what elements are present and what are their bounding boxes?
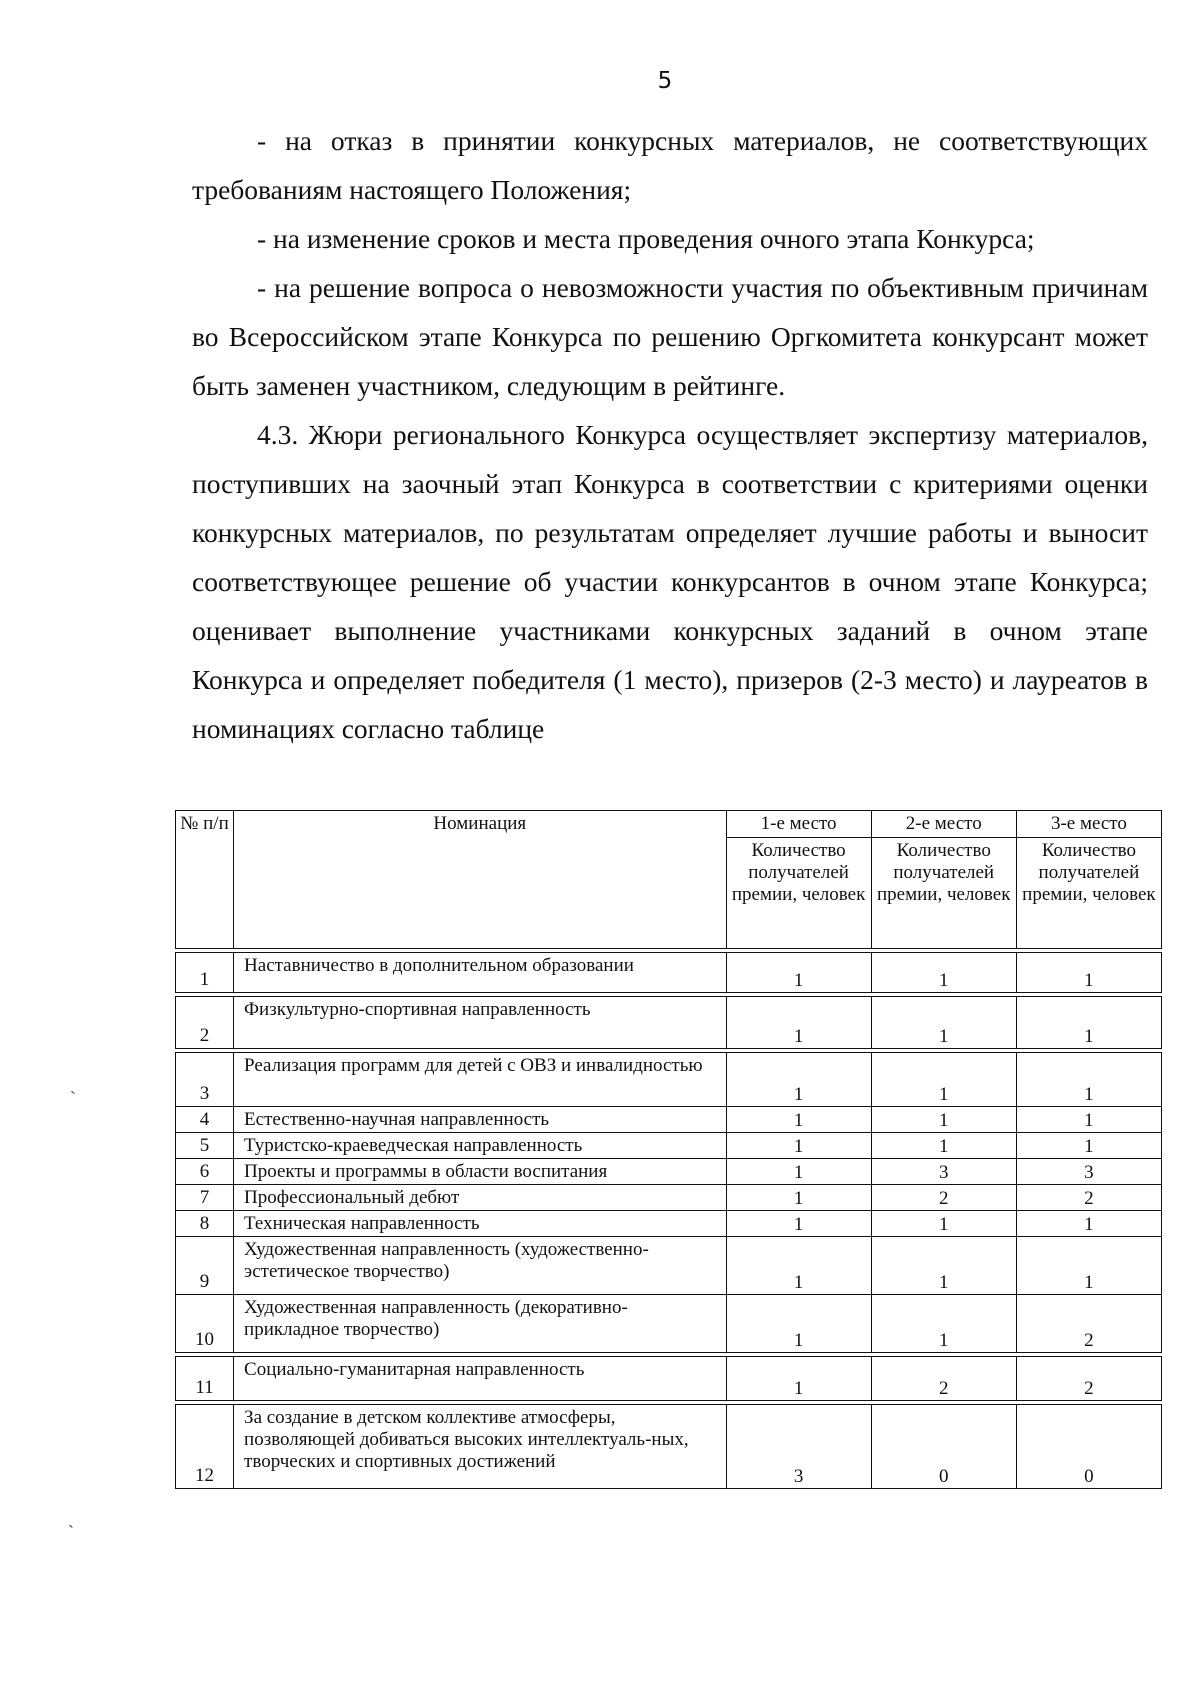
row-place-1-count: 1 bbox=[726, 953, 871, 993]
row-nomination: За создание в детском коллективе атмосферы, позволяющей добиваться высоких интеллектуаль-ных, творческих и спортивных достижений bbox=[234, 1405, 726, 1489]
row-nomination: Физкультурно-спортивная направленность bbox=[234, 997, 726, 1049]
table-row bbox=[176, 953, 1162, 993]
table-row bbox=[176, 1133, 1162, 1159]
row-place-3-count: 2 bbox=[1016, 1185, 1161, 1211]
paragraph-schedule-change: - на изменение сроков и места проведения очного этапа Конкурса; bbox=[257, 223, 1035, 254]
row-number: 11 bbox=[176, 1357, 234, 1401]
row-place-1-count: 1 bbox=[726, 1159, 871, 1185]
row-place-2-count: 1 bbox=[871, 997, 1016, 1049]
row-nomination: Естественно-научная направленность bbox=[234, 1107, 726, 1133]
row-number: 7 bbox=[176, 1185, 234, 1211]
row-place-1-count: 1 bbox=[726, 1185, 871, 1211]
body-text bbox=[192, 116, 1148, 753]
row-nomination: Профессиональный дебют bbox=[234, 1185, 726, 1211]
row-place-2-count: 1 bbox=[871, 1053, 1016, 1107]
row-number: 2 bbox=[176, 997, 234, 1049]
prize-table bbox=[175, 810, 1162, 1489]
row-nomination: Художественная направленность (художественно-эстетическое творчество) bbox=[234, 1237, 726, 1295]
row-number: 1 bbox=[176, 953, 234, 993]
header-num: № п/п bbox=[176, 811, 234, 949]
row-place-1-count: 1 bbox=[726, 1133, 871, 1159]
row-place-2-count: 1 bbox=[871, 1133, 1016, 1159]
row-nomination: Наставничество в дополнительном образовании bbox=[234, 953, 726, 993]
row-place-2-count: 1 bbox=[871, 1237, 1016, 1295]
row-place-3-count: 1 bbox=[1016, 997, 1161, 1049]
row-nomination: Художественная направленность (декоративно-прикладное творчество) bbox=[234, 1295, 726, 1353]
row-place-3-count: 1 bbox=[1016, 1237, 1161, 1295]
header-place-1: 1-е место bbox=[726, 811, 871, 838]
row-number: 8 bbox=[176, 1211, 234, 1237]
row-place-1-count: 1 bbox=[726, 1237, 871, 1295]
row-nomination: Техническая направленность bbox=[234, 1211, 726, 1237]
row-place-3-count: 1 bbox=[1016, 1211, 1161, 1237]
row-place-1-count: 1 bbox=[726, 997, 871, 1049]
row-place-2-count: 2 bbox=[871, 1185, 1016, 1211]
row-place-1-count: 1 bbox=[726, 1053, 871, 1107]
scan-mark: ˏ bbox=[70, 1074, 76, 1094]
row-number: 3 bbox=[176, 1053, 234, 1107]
table-row bbox=[176, 1107, 1162, 1133]
row-number: 5 bbox=[176, 1133, 234, 1159]
table-header bbox=[176, 811, 1162, 953]
table-row bbox=[176, 1295, 1162, 1353]
row-number: 10 bbox=[176, 1295, 234, 1353]
page-number: 5 bbox=[657, 68, 673, 94]
table-row bbox=[176, 1237, 1162, 1295]
header-recipients-1: Количество получателей премии, человек bbox=[726, 838, 871, 949]
table-row bbox=[176, 1357, 1162, 1401]
row-number: 6 bbox=[176, 1159, 234, 1185]
row-nomination: Проекты и программы в области воспитания bbox=[234, 1159, 726, 1185]
row-place-3-count: 2 bbox=[1016, 1295, 1161, 1353]
row-place-3-count: 2 bbox=[1016, 1357, 1161, 1401]
row-place-2-count: 1 bbox=[871, 953, 1016, 993]
row-nomination: Реализация программ для детей с ОВЗ и инвалидностью bbox=[234, 1053, 726, 1107]
row-place-3-count: 1 bbox=[1016, 953, 1161, 993]
row-place-2-count: 1 bbox=[871, 1211, 1016, 1237]
row-place-2-count: 3 bbox=[871, 1159, 1016, 1185]
table-row bbox=[176, 1053, 1162, 1107]
table-row bbox=[176, 1185, 1162, 1211]
row-place-3-count: 1 bbox=[1016, 1107, 1161, 1133]
row-place-1-count: 1 bbox=[726, 1211, 871, 1237]
paragraph-jury: 4.3. Жюри регионального Конкурса осуществляет экспертизу материалов, поступивших на заочный этап Конкурса в соответствии с критериями оценки конкурсных материалов, по результатам определяет лучшие работы и выносит соответствующее решение об участии конкурсантов в очном этапе Конкурса; оценивает выполнение участниками конкурсных заданий в очном этапе Конкурса и определяет победителя (1 место), призеров (2-3 место) и лауреатов в номинациях согласно таблице bbox=[192, 419, 1148, 744]
row-place-1-count: 1 bbox=[726, 1107, 871, 1133]
row-place-3-count: 0 bbox=[1016, 1405, 1161, 1489]
row-place-3-count: 1 bbox=[1016, 1053, 1161, 1107]
row-place-1-count: 3 bbox=[726, 1405, 871, 1489]
row-place-2-count: 2 bbox=[871, 1357, 1016, 1401]
row-place-3-count: 1 bbox=[1016, 1133, 1161, 1159]
paragraph-replacement: - на решение вопроса о невозможности участия по объективным причинам во Всероссийском этапе Конкурса по решению Оргкомитета конкурсант может быть заменен участником, следующим в рейтинге. bbox=[192, 272, 1148, 401]
table-row bbox=[176, 1159, 1162, 1185]
row-place-3-count: 3 bbox=[1016, 1159, 1161, 1185]
header-place-2: 2-е место bbox=[871, 811, 1016, 838]
table-row bbox=[176, 997, 1162, 1049]
row-number: 4 bbox=[176, 1107, 234, 1133]
row-nomination: Туристско-краеведческая направленность bbox=[234, 1133, 726, 1159]
row-number: 9 bbox=[176, 1237, 234, 1295]
row-place-1-count: 1 bbox=[726, 1295, 871, 1353]
table-body bbox=[176, 953, 1162, 1489]
row-number: 12 bbox=[176, 1405, 234, 1489]
header-place-3: 3-е место bbox=[1016, 811, 1161, 838]
paragraph-rejection: - на отказ в принятии конкурсных материалов, не соответствующих требованиям настоящего Положения; bbox=[192, 125, 1148, 205]
row-place-1-count: 1 bbox=[726, 1357, 871, 1401]
header-recipients-3: Количество получателей премии, человек bbox=[1016, 838, 1161, 949]
header-nomination: Номинация bbox=[234, 811, 726, 949]
scan-mark: ˏ bbox=[68, 1508, 74, 1528]
row-place-2-count: 0 bbox=[871, 1405, 1016, 1489]
row-place-2-count: 1 bbox=[871, 1295, 1016, 1353]
header-recipients-2: Количество получателей премии, человек bbox=[871, 838, 1016, 949]
table-row bbox=[176, 1211, 1162, 1237]
row-nomination: Социально-гуманитарная направленность bbox=[234, 1357, 726, 1401]
table-row bbox=[176, 1405, 1162, 1489]
row-place-2-count: 1 bbox=[871, 1107, 1016, 1133]
